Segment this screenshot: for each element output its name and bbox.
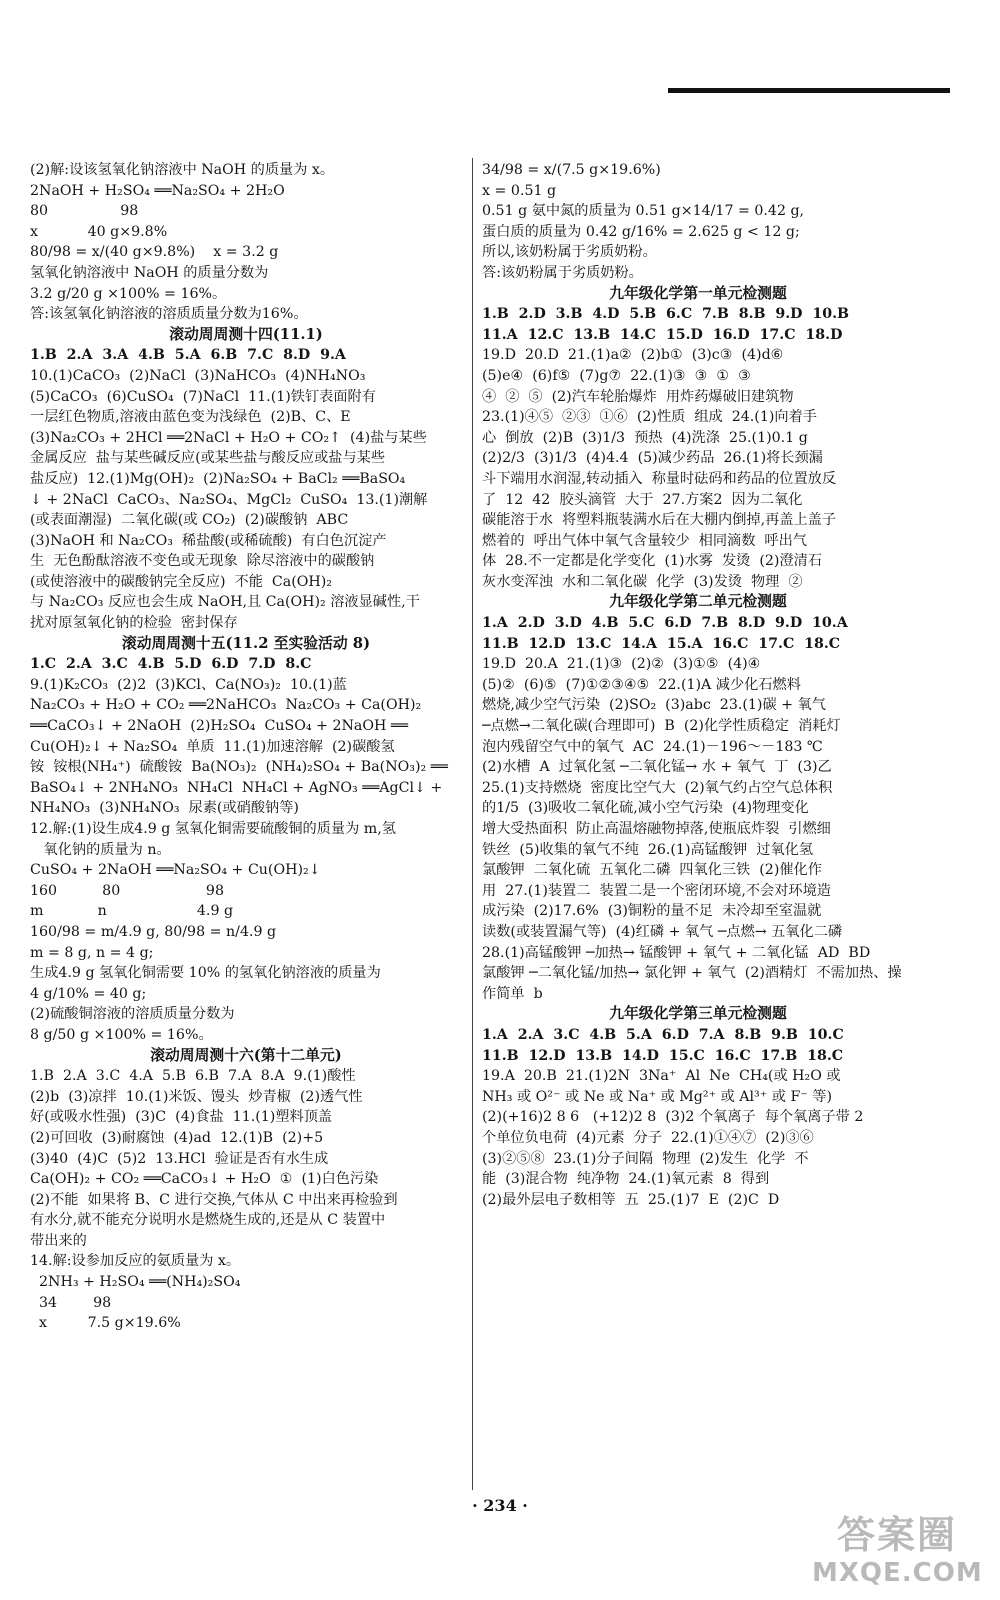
right-section-heading: 九年级化学第一单元检测题 [609,284,787,302]
right-text-line: 氯酸钾 ─二氧化锰/加热→ 氯化钾 + 氧气 (2)酒精灯 不需加热、操 [482,965,902,982]
right-text-line: 增大受热面积 防止高温熔融物掉落,使瓶底炸裂 引燃细 [482,821,831,837]
left-text-line: 160/98 = m/4.9 g, 80/98 = n/4.9 g [30,923,277,940]
left-text-line: 带出来的 [30,1232,87,1249]
left-text-line: x 40 g×9.8% [30,223,168,240]
left-text-line: Cu(OH)₂↓ + Na₂SO₄ 单质 11.(1)加速溶解 (2)碳酸氢 [30,738,395,755]
right-text-line: 所以,该奶粉属于劣质奶粉。 [482,244,657,261]
column-divider [472,158,473,1490]
left-text-line: 14.解:设参加反应的氨质量为 x。 [30,1253,241,1270]
right-text-line: 泡内残留空气中的氧气 AC 24.(1)－196～－183 ℃ [482,738,823,755]
left-text-line: 有水分,就不能充分说明水是燃烧生成的,还是从 C 装置中 [30,1212,386,1229]
right-text-line: 斗下端用水润湿,转动插入 称量时砝码和药品的位置放反 [482,470,837,487]
left-text-line: 34 98 [30,1294,112,1311]
right-column [482,160,914,1210]
right-text-line: 体 28.不一定都是化学变化 (1)水雾 发烫 (2)澄清石 [482,553,823,570]
right-text-line: 用 27.(1)装置二 装置二是一个密闭环境,不会对环境造 [482,882,831,899]
left-text-line: m n 4.9 g [30,903,234,920]
left-text-line: (或使溶液中的碳酸钠完全反应) 不能 Ca(OH)₂ [30,573,332,590]
watermark-logo [812,1512,982,1588]
left-text-line: ↓ + 2NaCl CaCO₃、Na₂SO₄、MgCl₂ CuSO₄ 13.(1)潮解 [30,491,428,508]
right-text-line: 答:该奶粉属于劣质奶粉。 [482,264,643,281]
left-text-line: Ca(OH)₂ + CO₂ ══CaCO₃↓ + H₂O ① (1)白色污染 [30,1171,379,1188]
right-text-line: 成污染 (2)17.6% (3)铜粉的量不足 未冷却至室温就 [482,903,822,920]
right-text-line: 铁丝 (5)收集的氧气不纯 26.(1)高锰酸钾 过氧化氢 [482,841,814,858]
left-text-line: m = 8 g, n = 4 g; [30,944,154,961]
right-text-line: 23.(1)④⑤ ②③ ①⑥ (2)性质 组成 24.(1)向着手 [482,409,817,426]
left-text-line: 好(或吸水性强) (3)C (4)食盐 11.(1)塑料顶盖 [30,1109,333,1126]
left-text-line: 氢氧化钠溶液中 NaOH 的质量分数为 [30,264,269,281]
left-text-line: 金属反应 盐与某些碱反应(或某些盐与酸反应或盐与某些 [30,450,386,467]
left-text-line: 与 Na₂CO₃ 反应也会生成 NaOH,且 Ca(OH)₂ 溶液显碱性,干 [30,594,420,611]
right-text-line: (2)最外层电子数相等 五 25.(1)7 E (2)C D [482,1191,780,1208]
left-text-line: x 7.5 g×19.6% [30,1315,181,1332]
left-text-line: NH₄NO₃ (3)NH₄NO₃ 尿素(或硝酸钠等) [30,800,299,817]
left-text-line: 8 g/50 g ×100% = 16%。 [30,1026,213,1043]
right-text-line: 读数(或装置漏气等) (4)红磷 + 氧气 ─点燃→ 五氧化二磷 [482,923,843,940]
right-text-line: 心 倒放 (2)B (3)1/3 预热 (4)洗涤 25.(1)0.1 g [482,429,808,446]
right-text-line: NH₃ 或 O²⁻ 或 Ne 或 Na⁺ 或 Mg²⁺ 或 Al³⁺ 或 F⁻ 等) [482,1088,833,1105]
left-text-line: (2)b (3)凉拌 10.(1)米饭、馒头 炒青椒 (2)透气性 [30,1088,363,1105]
left-text-line: 盐反应) 12.(1)Mg(OH)₂ (2)Na₂SO₄ + BaCl₂ ══BaSO₄ [30,470,406,487]
left-text-line: (3)Na₂CO₃ + 2HCl ══2NaCl + H₂O + CO₂↑ (4)盐与某些 [30,429,427,446]
right-section-heading: 九年级化学第二单元检测题 [609,593,787,611]
right-text-line: 能 (3)混合物 纯净物 24.(1)氧元素 8 得到 [482,1171,770,1188]
left-text-line: (2)硫酸铜溶液的溶质质量分数为 [30,1006,235,1023]
right-text-line: 灰水变浑浊 水和二氧化碳 化学 (3)发烫 物理 ② [482,573,803,590]
left-text-line: (2)不能 如果将 B、C 进行交换,气体从 C 中出来再检验到 [30,1191,398,1208]
right-text-line: 蛋白质的质量为 0.42 g/16% = 2.625 g < 12 g; [482,223,800,240]
right-text-line: (2)(+16)2 8 6 (+12)2 8 (3)2 个氧离子 每个氧离子带 2 [482,1109,864,1126]
left-text-line: CuSO₄ + 2NaOH ══Na₂SO₄ + Cu(OH)₂↓ [30,862,321,879]
left-text-line: Na₂CO₃ + H₂O + CO₂ ══2NaHCO₃ Na₂CO₃ + Ca(OH)₂ [30,697,422,714]
page-number: · 234 · [472,1496,528,1515]
left-text-line: (3)NaOH 和 Na₂CO₃ 稀盐酸(或稀硫酸) 有白色沉淀产 [30,532,387,549]
right-text-line: 19.A 20.B 21.(1)2N 3Na⁺ Al Ne CH₄(或 H₂O 或 [482,1068,841,1085]
left-text-line: 160 80 98 [30,882,224,899]
left-column [30,160,462,1334]
header-rule [668,88,950,93]
left-text-line: (或表面潮湿) 二氧化碳(或 CO₂) (2)碳酸钠 ABC [30,512,349,529]
left-text-line: 4 g/10% = 40 g; [30,985,147,1002]
right-text-line: 的1/5 (3)吸收二氧化硫,减小空气污染 (4)物理变化 [482,800,809,817]
left-text-line: 80 98 [30,203,139,220]
left-text-line: (3)40 (4)C (5)2 13.HCl 验证是否有水生成 [30,1150,329,1167]
right-text-line: 11.B 12.D 13.B 14.D 15.C 16.C 17.B 18.C [482,1047,844,1064]
left-section-heading: 滚动周周测十四(11.1) [169,325,323,343]
left-text-line: 扰对原氢氧化钠的检验 密封保存 [30,615,238,632]
left-section-heading: 滚动周周测十五(11.2 至实验活动 8) [121,634,371,652]
right-text-line: 25.(1)支持燃烧 密度比空气大 (2)氧气约占空气总体积 [482,779,833,796]
left-text-line: (2)可回收 (3)耐腐蚀 (4)ad 12.(1)B (2)+5 [30,1129,324,1146]
right-text-line: 了 12 42 胶头滴管 大于 27.方案2 因为二氧化 [482,491,803,508]
right-text-line: 19.D 20.A 21.(1)③ (2)② (3)①⑤ (4)④ [482,656,761,673]
right-text-line: 11.A 12.C 13.B 14.C 15.D 16.D 17.C 18.D [482,326,843,343]
right-section-heading: 九年级化学第三单元检测题 [609,1005,787,1023]
left-text-line: 2NaOH + H₂SO₄ ══Na₂SO₄ + 2H₂O [30,182,285,199]
left-text-line: 铵 铵根(NH₄⁺) 硫酸铵 Ba(NO₃)₂ (NH₄)₂SO₄ + Ba(NO₃)₂ ══ [30,759,448,776]
right-text-line: ─点燃→二氧化碳(合理即可) B (2)化学性质稳定 消耗灯 [482,718,841,735]
left-text-line: ══CaCO₃↓ + 2NaOH (2)H₂SO₄ CuSO₄ + 2NaOH ══ [30,718,408,735]
right-text-line: (2)水槽 A 过氧化氢 ─二氧化锰→ 水 + 氧气 丁 (3)乙 [482,759,832,776]
left-text-line: BaSO₄↓ + 2NH₄NO₃ NH₄Cl NH₄Cl + AgNO₃ ══AgCl↓ + [30,779,443,796]
left-text-line: 答:该氢氧化钠溶液的溶质质量分数为16%。 [30,306,308,323]
watermark-title: 答案圈 [836,1513,957,1557]
right-text-line: (2)2/3 (3)1/3 (4)4.4 (5)减少药品 26.(1)将长颈漏 [482,450,823,467]
left-text-line: 1.B 2.A 3.C 4.A 5.B 6.B 7.A 8.A 9.(1)酸性 [30,1068,356,1085]
left-text-line: 1.C 2.A 3.C 4.B 5.D 6.D 7.D 8.C [30,656,312,673]
watermark-url: MXQE.COM [812,1558,983,1588]
right-text-line: 燃烧,减少空气污染 (2)SO₂ (3)abc 23.(1)碳 + 氧气 [482,697,826,714]
left-text-line: 2NH₃ + H₂SO₄ ══(NH₄)₂SO₄ [30,1274,241,1291]
right-text-line: 作简单 b [482,985,543,1002]
right-text-line: 1.A 2.D 3.D 4.B 5.C 6.D 7.B 8.D 9.D 10.A [482,615,848,632]
left-text-line: 氧化钠的质量为 n。 [30,841,171,858]
right-text-line: 11.B 12.D 13.C 14.A 15.A 16.C 17.C 18.C [482,635,841,652]
left-text-line: 一层红色物质,溶液由蓝色变为浅绿色 (2)B、C、E [30,409,351,426]
left-text-line: (2)解:设该氢氧化钠溶液中 NaOH 的质量为 x。 [30,162,335,178]
right-text-line: 个单位负电荷 (4)元素 分子 22.(1)①④⑦ (2)③⑥ [482,1129,814,1146]
left-section-heading: 滚动周周测十六(第十二单元) [150,1046,342,1064]
right-text-line: (5)e④ (6)f⑤ (7)g⑦ 22.(1)③ ③ ① ③ [482,367,751,384]
left-text-line: 生 无色酚酞溶液不变色或无现象 除尽溶液中的碳酸钠 [30,553,375,570]
left-text-line: 10.(1)CaCO₃ (2)NaCl (3)NaHCO₃ (4)NH₄NO₃ [30,367,366,384]
right-text-line: 碳能溶于水 将塑料瓶装满水后在大棚内倒掉,再盖上盖子 [482,512,837,529]
right-text-line: 0.51 g 氨中氮的质量为 0.51 g×14/17 = 0.42 g, [482,203,805,220]
right-text-line: (3)②⑤⑧ 23.(1)分子间隔 物理 (2)发生 化学 不 [482,1150,809,1167]
right-text-line: ④ ② ⑤ (2)汽车轮胎爆炸 用炸药爆破旧建筑物 [482,388,794,405]
left-text-line: 3.2 g/20 g ×100% = 16%。 [30,285,227,302]
right-text-line: 1.B 2.D 3.B 4.D 5.B 6.C 7.B 8.B 9.D 10.B [482,306,850,323]
right-text-line: x = 0.51 g [482,182,557,199]
right-text-line: 34/98 = x/(7.5 g×19.6%) [482,162,661,178]
right-text-line: (5)② (6)⑤ (7)①②③④⑤ 22.(1)A 减少化石燃料 [482,676,801,693]
right-text-line: 19.D 20.D 21.(1)a② (2)b① (3)c③ (4)d⑥ [482,347,784,364]
left-text-line: (5)CaCO₃ (6)CuSO₄ (7)NaCl 11.(1)铁钉表面附有 [30,388,376,405]
left-text-line: 生成4.9 g 氢氧化铜需要 10% 的氢氧化钠溶液的质量为 [30,965,381,982]
right-text-line: 28.(1)高锰酸钾 ─加热→ 锰酸钾 + 氧气 + 二氧化锰 AD BD [482,944,871,961]
right-text-line: 氯酸钾 二氧化硫 五氧化二磷 四氧化三铁 (2)催化作 [482,862,822,879]
left-text-line: 80/98 = x/(40 g×9.8%) x = 3.2 g [30,244,279,261]
left-text-line: 9.(1)K₂CO₃ (2)2 (3)KCl、Ca(NO₃)₂ 10.(1)蓝 [30,676,347,693]
left-text-line: 1.B 2.A 3.A 4.B 5.A 6.B 7.C 8.D 9.A [30,347,346,364]
right-text-line: 1.A 2.A 3.C 4.B 5.A 6.D 7.A 8.B 9.B 10.C [482,1026,844,1043]
right-text-line: 燃着的 呼出气体中氧气含量较少 相同滴数 呼出气 [482,532,807,549]
left-text-line: 12.解:(1)设生成4.9 g 氢氧化铜需要硫酸铜的质量为 m,氢 [30,821,396,837]
